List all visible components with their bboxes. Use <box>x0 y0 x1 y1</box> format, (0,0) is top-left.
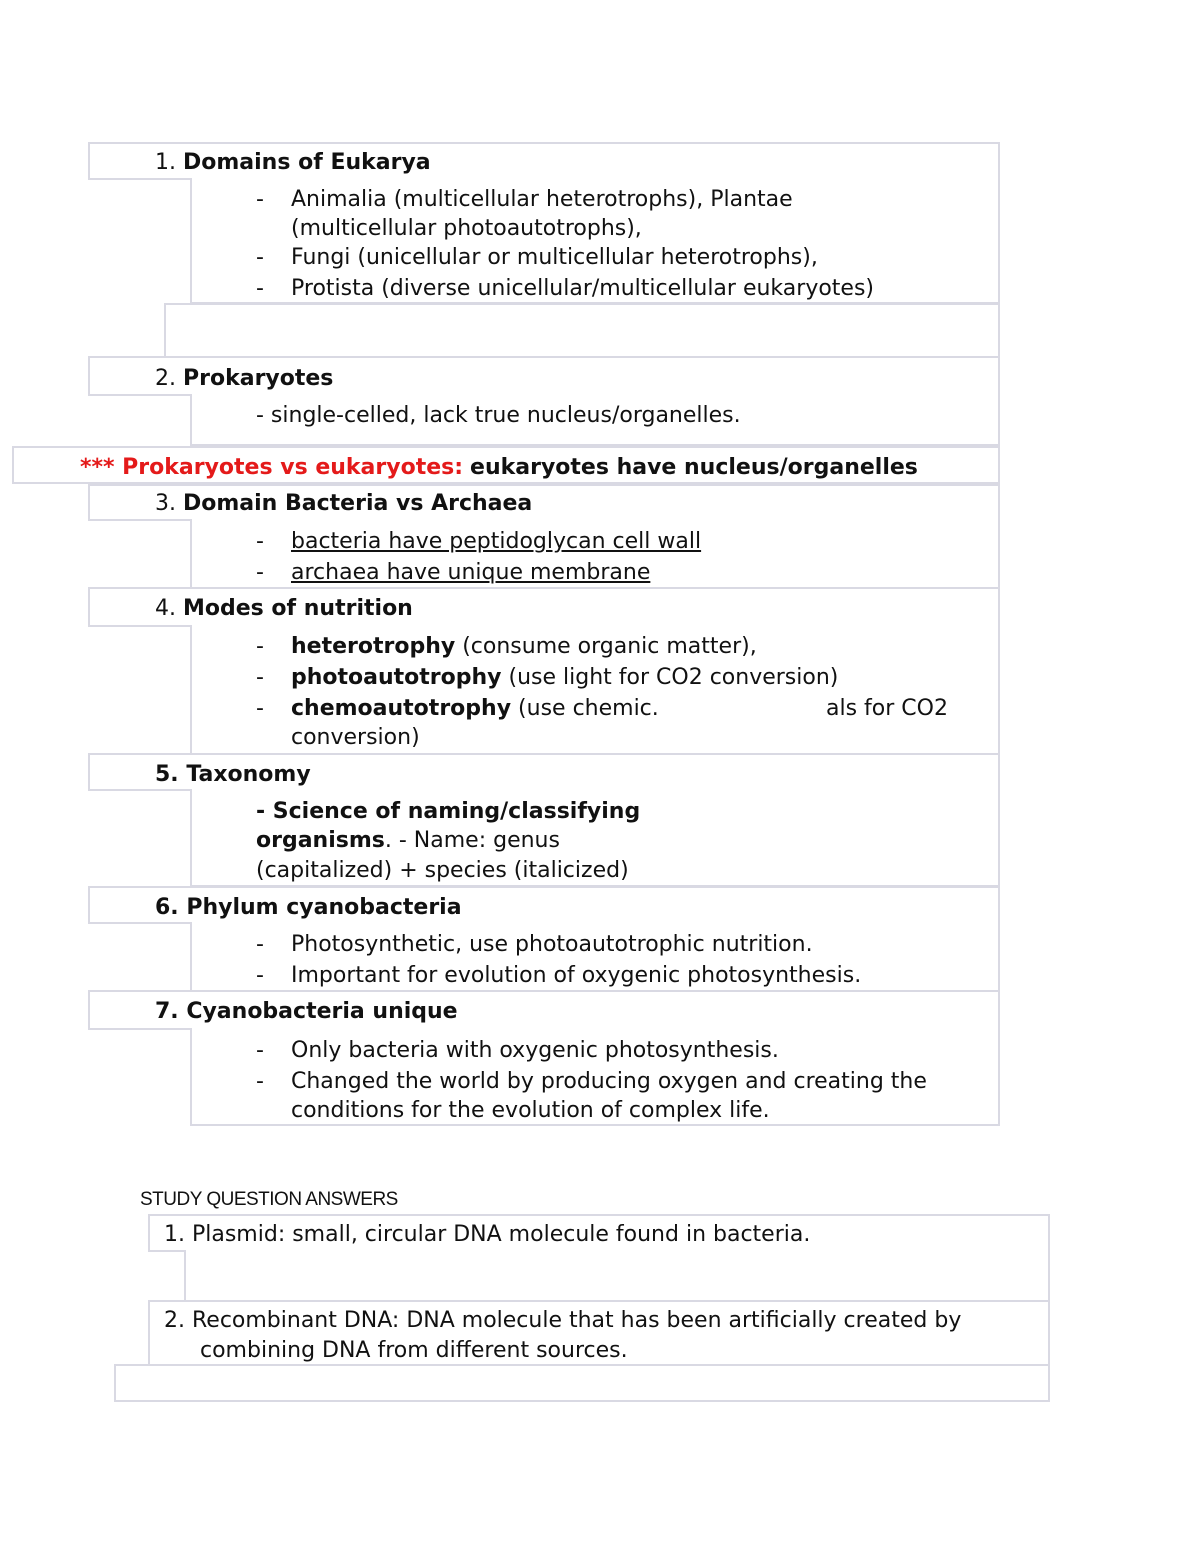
section-6-title: 6. Phylum cyanobacteria <box>155 895 462 920</box>
taxonomy-organisms: organisms <box>256 828 385 853</box>
bullet-dash: - <box>256 1038 264 1063</box>
taxonomy-line <box>256 826 560 856</box>
nutrition-term: photoautotrophy <box>291 665 502 690</box>
nutrition-desc: (consume organic matter), <box>462 634 757 659</box>
nutrition-desc-part: als for CO2 <box>826 696 948 721</box>
section-4-title: Modes of nutrition <box>183 596 413 621</box>
taxonomy-line <box>256 797 640 827</box>
section-7-line: Changed the world by producing oxygen and creating the <box>291 1069 927 1094</box>
section-1-line: Protista (diverse unicellular/multicellular eukaryotes) <box>291 276 874 301</box>
nutrition-item <box>291 632 757 662</box>
taxonomy-name-rule: . - Name: genus <box>384 828 560 853</box>
bullet-dash: - <box>256 560 264 585</box>
answer-1: 1. Plasmid: small, circular DNA molecule found in bacteria. <box>164 1222 811 1247</box>
nutrition-desc: (use chemic. <box>518 696 659 721</box>
section-6-line: Photosynthetic, use photoautotrophic nutrition. <box>291 932 813 957</box>
section-1-line: Animalia (multicellular heterotrophs), Plantae <box>291 187 793 212</box>
section-3-line: bacteria have peptidoglycan cell wall <box>291 529 702 554</box>
bullet-dash: - <box>256 187 264 212</box>
bullet-dash: - <box>256 529 264 554</box>
empty-answer-box <box>114 1364 1050 1402</box>
section-3-number: 3. <box>155 491 176 516</box>
section-2-number: 2. <box>155 366 176 391</box>
bullet-dash: - <box>256 245 264 270</box>
taxonomy-definition: - Science of naming/classifying <box>256 799 641 824</box>
nutrition-item <box>291 663 838 693</box>
section-7-line: conditions for the evolution of complex life. <box>291 1098 770 1123</box>
section-7-line: Only bacteria with oxygenic photosynthesis. <box>291 1038 779 1063</box>
taxonomy-line: (capitalized) + species (italicized) <box>256 858 629 883</box>
answer-spacer-box <box>184 1250 1050 1302</box>
study-heading: STUDY QUESTION ANSWERS <box>140 1189 398 1210</box>
bullet-dash: - <box>256 696 264 721</box>
answer-2: 2. Recombinant DNA: DNA molecule that has been artificially created by <box>164 1308 962 1333</box>
section-1-number: 1. <box>155 150 176 175</box>
bullet-dash: - <box>256 665 264 690</box>
bullet-dash: - <box>256 276 264 301</box>
bullet-dash: - <box>256 1069 264 1094</box>
section-2-heading <box>155 364 333 394</box>
section-3-title: Domain Bacteria vs Archaea <box>183 491 533 516</box>
section-1-title: Domains of Eukarya <box>183 150 431 175</box>
comparison-note-prefix: *** Prokaryotes vs eukaryotes: <box>80 455 464 480</box>
section-2-title: Prokaryotes <box>183 366 334 391</box>
section-7-title: 7. Cyanobacteria unique <box>155 999 458 1024</box>
bullet-dash: - <box>256 634 264 659</box>
section-4-number: 4. <box>155 596 176 621</box>
section-6-line: Important for evolution of oxygenic photosynthesis. <box>291 963 862 988</box>
section-1-heading <box>155 148 431 178</box>
bullet-dash: - <box>256 963 264 988</box>
bullet-dash: - <box>256 932 264 957</box>
comparison-note <box>80 453 918 483</box>
answer-2-continuation: combining DNA from different sources. <box>200 1338 628 1363</box>
section-2-line: - single-celled, lack true nucleus/organelles. <box>256 403 741 428</box>
comparison-note-text: eukaryotes have nucleus/organelles <box>470 455 918 480</box>
section-3-line: archaea have unique membrane <box>291 560 651 585</box>
nutrition-desc: (use light for CO2 conversion) <box>508 665 839 690</box>
section-1-line: (multicellular photoautotrophs), <box>291 216 642 241</box>
nutrition-term: chemoautotrophy <box>291 696 512 721</box>
empty-row-box <box>164 303 1000 358</box>
section-1-line: Fungi (unicellular or multicellular heterotrophs), <box>291 245 818 270</box>
section-3-heading <box>155 489 532 519</box>
section-5-title: 5. Taxonomy <box>155 762 311 787</box>
section-4-heading <box>155 594 413 624</box>
nutrition-continuation: conversion) <box>291 725 420 750</box>
nutrition-term: heterotrophy <box>291 634 456 659</box>
nutrition-item <box>291 694 659 724</box>
